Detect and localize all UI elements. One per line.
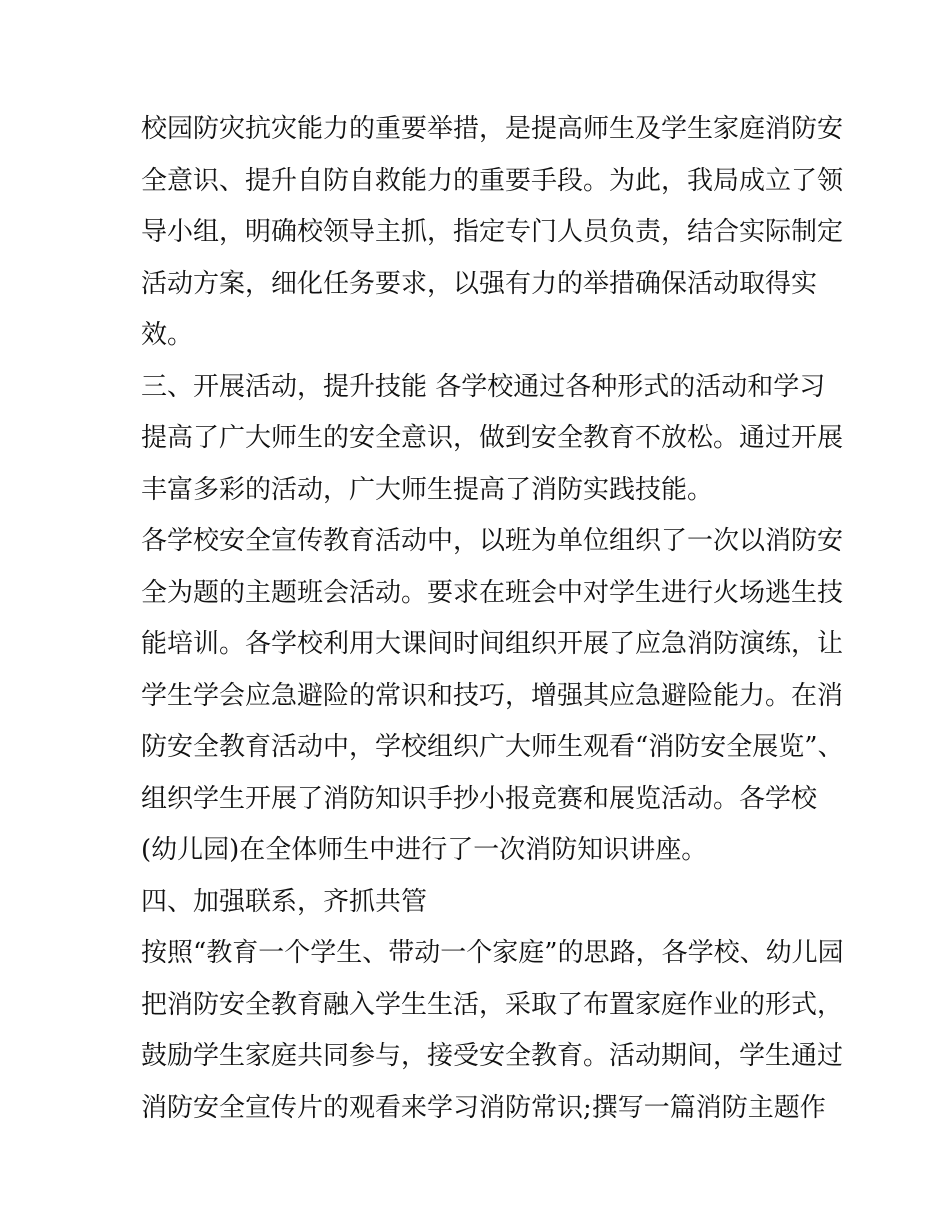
text-line: (幼儿园)在全体师生中进行了一次消防知识讲座。 [141,835,708,865]
text-line: 导小组，明确校领导主抓，指定专门人员负责，结合实际制定 [141,217,844,247]
text-line: 活动方案，细化任务要求，以强有力的举措确保活动取得实 [141,268,818,299]
text-line: 把消防安全教育融入学生生活，采取了布置家庭作业的形式， [141,989,844,1020]
text-line: 效。 [141,320,194,350]
text-line: 鼓励学生家庭共同参与，接受安全教育。活动期间，学生通过 [141,1041,844,1071]
text-line: 校园防灾抗灾能力的重要举措，是提高师生及学生家庭消防安 [141,114,844,144]
text-line: 防安全教育活动中，学校组织广大师生观看“消防安全展览”、 [141,732,844,762]
text-line: 提高了广大师生的安全意识，做到安全教育不放松。通过开展 [141,423,844,453]
text-line: 学生学会应急避险的常识和技巧，增强其应急避险能力。在消 [141,680,844,711]
text-line: 按照“教育一个学生、带动一个家庭”的思路，各学校、幼儿园 [141,938,844,968]
text-line: 组织学生开展了消防知识手抄小报竞赛和展览活动。各学校 [141,783,818,814]
text-line: 丰富多彩的活动，广大师生提高了消防实践技能。 [141,474,714,505]
text-line: 各学校安全宣传教育活动中，以班为单位组织了一次以消防安 [141,526,844,556]
text-line: 消防安全宣传片的观看来学习消防常识;撰写一篇消防主题作 [141,1092,826,1123]
document-body [141,104,844,1134]
text-line: 全为题的主题班会活动。要求在班会中对学生进行火场逃生技 [141,577,844,608]
section-heading-4: 四、加强联系，齐抓共管 [141,886,428,917]
section-heading-3: 三、开展活动，提升技能 各学校通过各种形式的活动和学习 [141,371,826,402]
text-line: 全意识、提升自防自救能力的重要手段。为此，我局成立了领 [141,165,844,196]
text-line: 能培训。各学校利用大课间时间组织开展了应急消防演练，让 [141,629,844,659]
